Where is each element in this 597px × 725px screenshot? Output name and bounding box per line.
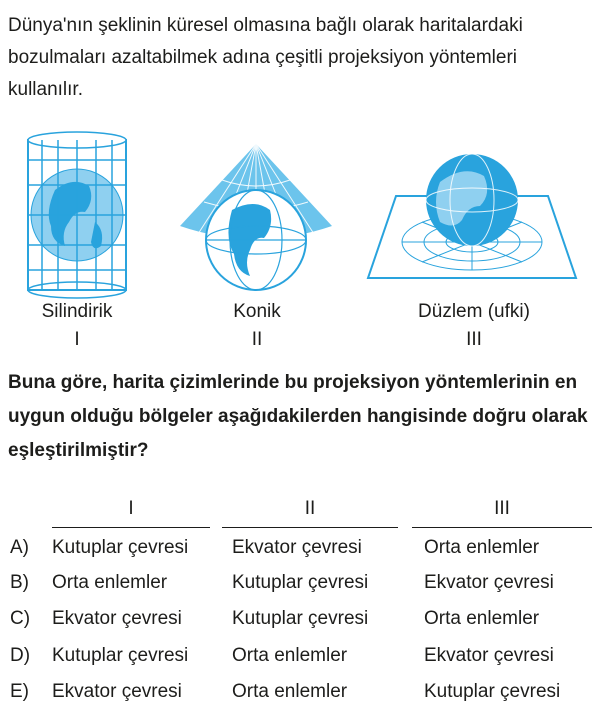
option-cell-1: Kutuplar çevresi bbox=[52, 537, 189, 558]
option-cell-3: Ekvator çevresi bbox=[424, 572, 554, 593]
option-c[interactable] bbox=[0, 608, 597, 638]
column-rule-1 bbox=[52, 527, 210, 528]
option-cell-2: Kutuplar çevresi bbox=[232, 572, 369, 593]
projection-figures bbox=[0, 130, 597, 300]
option-cell-1: Ekvator çevresi bbox=[52, 681, 182, 702]
option-cell-2: Orta enlemler bbox=[232, 645, 348, 666]
option-cell-1: Kutuplar çevresi bbox=[52, 645, 189, 666]
option-b[interactable] bbox=[0, 572, 597, 602]
option-a[interactable] bbox=[0, 537, 597, 567]
figure-caption-conical bbox=[198, 300, 316, 352]
option-cell-1: Ekvator çevresi bbox=[52, 608, 182, 629]
option-letter: A) bbox=[10, 537, 29, 558]
option-cell-2: Orta enlemler bbox=[232, 681, 348, 702]
figure-roman: II bbox=[251, 329, 263, 350]
option-cell-2: Kutuplar çevresi bbox=[232, 608, 369, 629]
conical-projection-icon bbox=[180, 144, 332, 290]
figure-roman: III bbox=[466, 329, 482, 350]
column-header-2: II bbox=[304, 498, 316, 519]
planar-projection-icon bbox=[368, 154, 576, 278]
option-letter: C) bbox=[10, 608, 31, 629]
figure-label: Konik bbox=[233, 301, 281, 322]
column-header-1: I bbox=[128, 498, 134, 519]
figure-caption-cylindrical bbox=[18, 300, 136, 352]
column-rule-3 bbox=[412, 527, 592, 528]
intro-paragraph: Dünya'nın şeklinin küresel olmasına bağlı olarak haritalardaki bozulmaları azaltabilmek adına çeşitli projeksiyon yöntemleri kullanılır. bbox=[8, 15, 523, 100]
cylindrical-projection-icon bbox=[28, 132, 126, 298]
option-cell-2: Ekvator çevresi bbox=[232, 537, 362, 558]
option-cell-3: Orta enlemler bbox=[424, 608, 540, 629]
option-letter: B) bbox=[10, 572, 29, 593]
option-letter: E) bbox=[10, 681, 29, 702]
option-cell-1: Orta enlemler bbox=[52, 572, 168, 593]
figure-caption-planar bbox=[394, 300, 554, 352]
option-cell-3: Ekvator çevresi bbox=[424, 645, 554, 666]
option-e[interactable] bbox=[0, 681, 597, 711]
option-letter: D) bbox=[10, 645, 31, 666]
option-d[interactable] bbox=[0, 645, 597, 675]
figure-label: Silindirik bbox=[41, 301, 113, 322]
option-cell-3: Orta enlemler bbox=[424, 537, 540, 558]
figure-label: Düzlem (ufki) bbox=[418, 301, 530, 322]
question-text: Buna göre, harita çizimlerinde bu projeksiyon yöntemlerinin en uygun olduğu bölgeler aşağıdakilerden hangisinde doğru olarak eşleştirilmiştir? bbox=[8, 372, 588, 461]
figure-roman: I bbox=[74, 329, 80, 350]
column-rule-2 bbox=[222, 527, 398, 528]
projection-illustration bbox=[0, 130, 597, 300]
column-header-3: III bbox=[494, 498, 510, 519]
option-cell-3: Kutuplar çevresi bbox=[424, 681, 561, 702]
